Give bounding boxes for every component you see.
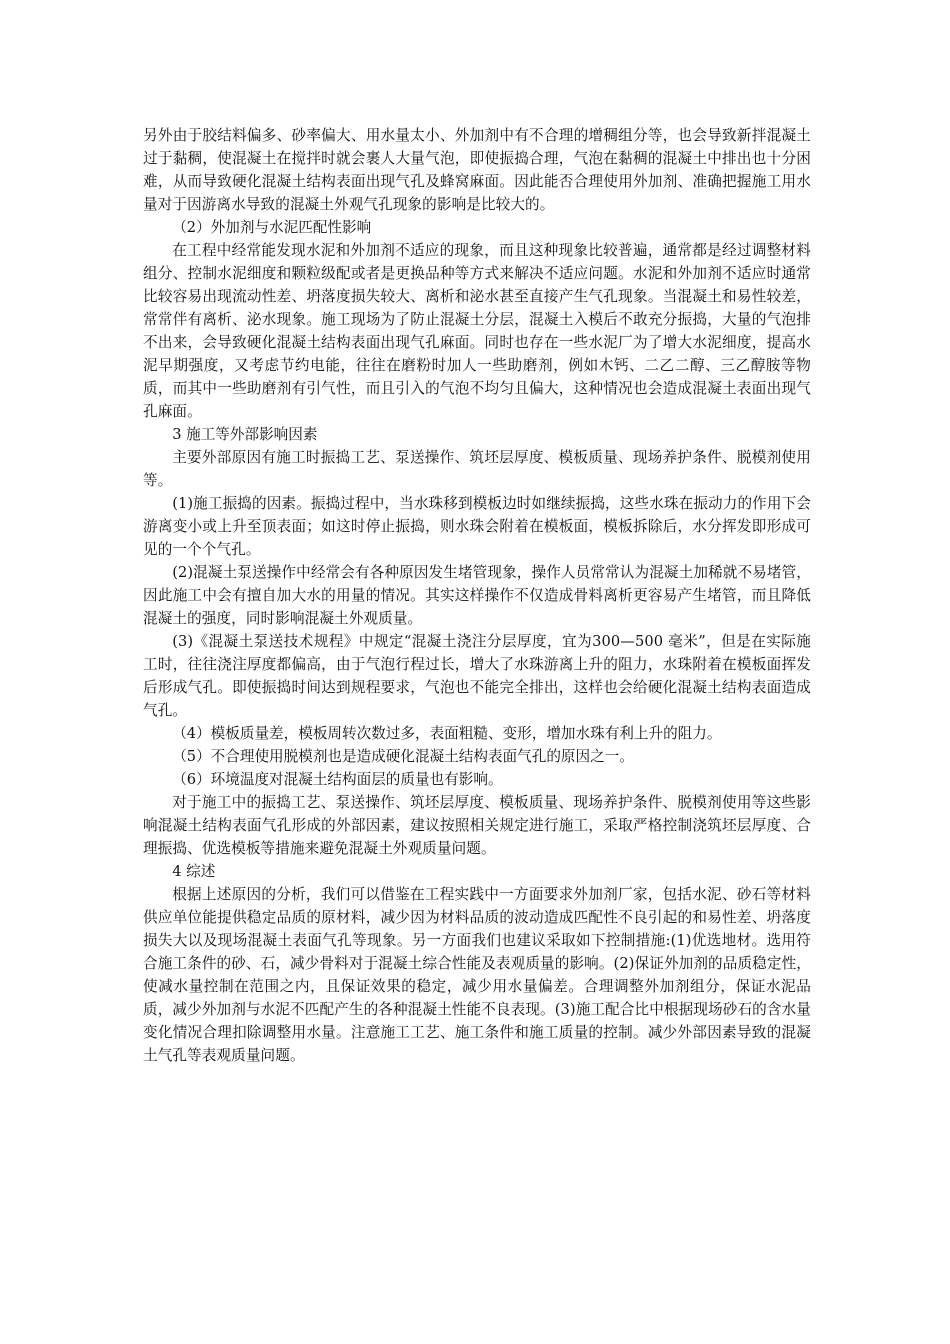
document-page <box>143 124 811 1067</box>
paragraph-admixture-cement: 在工程中经常能发现水泥和外加剂不适应的现象，而且这种现象比较普遍，通常都是经过调整材料组分、控制水泥细度和颗粒级配或者是更换品种等方式来解决不适应问题。水泥和外加剂不适应时通常比较容易出现流动性差、坍落度损失较大、离析和泌水甚至直接产生气孔现象。当混凝土和易性较差，常常伴有离析、泌水现象。施工现场为了防止混凝土分层，混凝土入模后不敢充分振捣，大量的气泡排不出来，会导致硬化混凝土结构表面出现气孔麻面。同时也存在一些水泥厂为了增大水泥细度，提高水泥早期强度，又考虑节约电能，往往在磨粉时加人一些助磨剂，例如木钙、二乙二醇、三乙醇胺等物质，而其中一些助磨剂有引气性，而且引入的气泡不均匀且偏大，这种情况也会造成混凝土表面出现气孔麻面。 <box>143 242 811 420</box>
paragraph-intro-continuation: 另外由于胶结料偏多、砂率偏大、用水量太小、外加剂中有不合理的增稠组分等，也会导致新拌混凝土过于黏稠，使混凝土在搅拌时就会裹人大量气泡，即使振捣合理，气泡在黏稠的混凝土中排出也十分困难，从而导致硬化混凝土结构表面出现气孔及蜂窝麻面。因此能否合理使用外加剂、准确把握施工用水量对于因游离水导致的混凝土外观气孔现象的影响是比较大的。 <box>143 127 811 213</box>
paragraph-pumping: (2)混凝土泵送操作中经常会有各种原因发生堵管现象，操作人员常常认为混凝土加稀就不易堵管，因此施工中会有擅自加大水的用量的情况。其实这样操作不仅造成骨料离析更容易产生堵管，而且降低混凝土的强度，同时影响混凝土外观质量。 <box>143 564 811 627</box>
item-formwork-quality: （4）模板质量差，模板周转次数过多，表面粗糙、变形，增加水珠有利上升的阻力。 <box>172 725 722 742</box>
paragraph-vibration: (1)施工振捣的因素。振捣过程中，当水珠移到模板边时如继续振捣，这些水珠在振动力的作用下会游离变小或上升至顶表面；如这时停止振捣，则水珠会附着在模板面，模板拆除后，水分挥发即形成可见的一个个气孔。 <box>143 495 811 558</box>
paragraph-layer-thickness: (3)《混凝土泵送技术规程》中规定“混凝土浇注分层厚度，宜为300—500 毫米”，但是在实际施工时，往往浇注厚度都偏高，由于气泡行程过长，增大了水珠游离上升的阻力，水珠附着在模板面挥发后形成气孔。即使振捣时间达到规程要求，气泡也不能完全排出，这样也会给硬化混凝土结构表面造成气孔。 <box>143 633 811 719</box>
section-heading-admixture-cement: （2）外加剂与水泥匹配性影响 <box>172 219 372 236</box>
section-heading-summary: 4 综述 <box>172 863 216 880</box>
item-temperature: （6）环境温度对混凝土结构面层的质量也有影响。 <box>172 771 503 788</box>
item-release-agent: （5）不合理使用脱模剂也是造成硬化混凝土结构表面气孔的原因之一。 <box>172 748 634 765</box>
section-heading-construction-factors: 3 施工等外部影响因素 <box>172 426 318 443</box>
paragraph-summary: 根据上述原因的分析，我们可以借鉴在工程实践中一方面要求外加剂厂家，包括水泥、砂石等材料供应单位能提供稳定品质的原材料，减少因为材料品质的波动造成匹配性不良引起的和易性差、坍落度损失大以及现场混凝土表面气孔等现象。另一方面我们也建议采取如下控制措施:(1)优选地材。选用符合施工条件的砂、石，减少骨料对于混凝土综合性能及表观质量的影响。(2)保证外加剂的品质稳定性，使减水量控制在范围之内，且保证效果的稳定，减少用水量偏差。合理调整外加剂组分，保证水泥品质，减少外加剂与水泥不匹配产生的各种混凝土性能不良表现。(3)施工配合比中根据现场砂石的含水量变化情况合理扣除调整用水量。注意施工工艺、施工条件和施工质量的控制。减少外部因素导致的混凝土气孔等表观质量问题。 <box>143 886 811 1064</box>
paragraph-recommendations: 对于施工中的振捣工艺、泵送操作、筑坯层厚度、模板质量、现场养护条件、脱模剂使用等这些影响混凝土结构表面气孔形成的外部因素，建议按照相关规定进行施工，采取严格控制浇筑坯层厚度、合理振捣、优选模板等措施来避免混凝土外观质量问题。 <box>143 794 811 857</box>
paragraph-external-causes: 主要外部原因有施工时振捣工艺、泵送操作、筑坯层厚度、模板质量、现场养护条件、脱模剂使用等。 <box>143 449 811 489</box>
